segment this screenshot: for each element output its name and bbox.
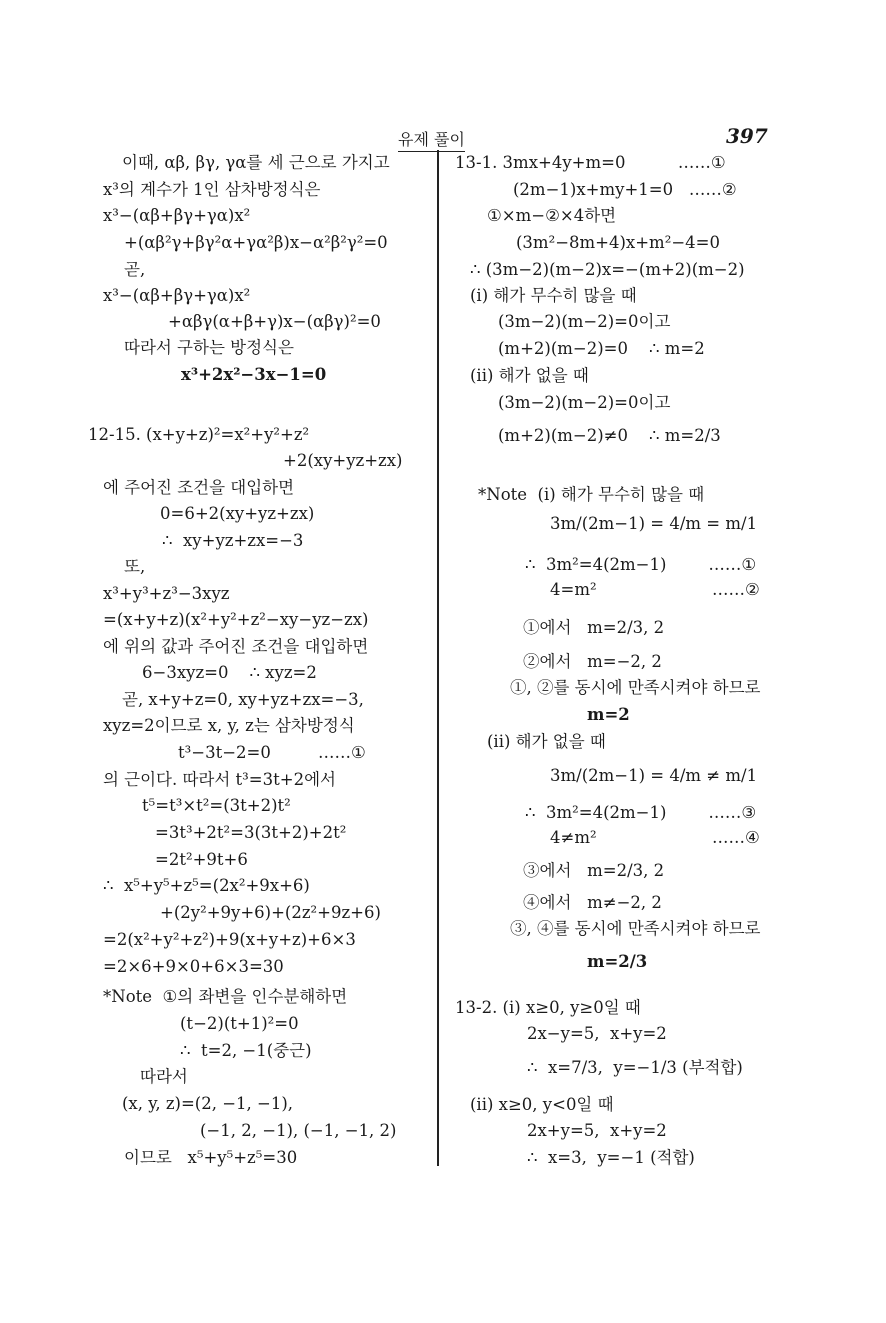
text-line: ∴ xy+yz+zx=−3: [162, 531, 304, 550]
text-line: (ii) x≥0, y<0일 때: [470, 1095, 614, 1114]
text-line: 이때, αβ, βγ, γα를 세 근으로 가지고: [122, 153, 390, 172]
text-line: m=2: [587, 705, 630, 724]
text-line: 6−3xyz=0 ∴ xyz=2: [142, 663, 317, 682]
text-line: (ii) 해가 없을 때: [487, 732, 606, 751]
text-line: ∴ (3m−2)(m−2)x=−(m+2)(m−2): [470, 260, 745, 279]
text-line: 따라서 구하는 방정식은: [124, 338, 294, 357]
text-line: 3m/(2m−1) = 4/m = m/1: [550, 514, 758, 533]
text-line: =2(x²+y²+z²)+9(x+y+z)+6×3: [103, 930, 356, 949]
text-line: ①, ②를 동시에 만족시켜야 하므로: [510, 678, 761, 697]
text-line: (−1, 2, −1), (−1, −1, 2): [200, 1121, 397, 1140]
text-line: ①×m−②×4하면: [487, 206, 617, 225]
text-line: =2t²+9t+6: [155, 850, 248, 869]
section-title: 유제 풀이: [398, 127, 465, 152]
text-line: ∴ x⁵+y⁵+z⁵=(2x²+9x+6): [103, 876, 310, 895]
text-line: (m+2)(m−2)=0 ∴ m=2: [498, 339, 705, 358]
text-line: 2x−y=5, x+y=2: [527, 1024, 667, 1043]
text-line: 4=m² ……②: [550, 580, 760, 599]
text-line: (m+2)(m−2)≠0 ∴ m=2/3: [498, 426, 721, 445]
text-line: (t−2)(t+1)²=0: [180, 1014, 299, 1033]
text-line: ②에서 m=−2, 2: [523, 652, 662, 671]
text-line: ∴ x=3, y=−1 (적합): [527, 1148, 695, 1167]
text-line: 에 위의 값과 주어진 조건을 대입하면: [103, 637, 369, 656]
text-line: t³−3t−2=0 ……①: [178, 743, 366, 762]
text-line: 곧,: [124, 260, 146, 279]
text-line: ④에서 m≠−2, 2: [523, 893, 662, 912]
text-line: 따라서: [140, 1067, 188, 1086]
text-line: (3m−2)(m−2)=0이고: [498, 312, 671, 331]
text-line: +αβγ(α+β+γ)x−(αβγ)²=0: [168, 312, 381, 331]
text-line: +(αβ²γ+βγ²α+γα²β)x−α²β²γ²=0: [124, 233, 388, 252]
text-line: 의 근이다. 따라서 t³=3t+2에서: [103, 770, 336, 789]
text-line: =(x+y+z)(x²+y²+z²−xy−yz−zx): [103, 610, 369, 629]
text-line: 에 주어진 조건을 대입하면: [103, 478, 295, 497]
text-line: xyz=2이므로 x, y, z는 삼차방정식: [103, 716, 355, 735]
text-line: ∴ t=2, −1(중근): [180, 1041, 312, 1060]
text-line: 2x+y=5, x+y=2: [527, 1121, 667, 1140]
text-line: =3t³+2t²=3(3t+2)+2t²: [155, 823, 347, 842]
text-line: *Note ①의 좌변을 인수분해하면: [103, 987, 348, 1006]
text-line: 0=6+2(xy+yz+zx): [160, 504, 315, 523]
text-line: x³+y³+z³−3xyz: [103, 584, 230, 603]
page-number: 397: [726, 124, 768, 148]
text-line: m=2/3: [587, 952, 648, 971]
text-line: (2m−1)x+my+1=0 ……②: [513, 180, 737, 199]
text-line: 12-15. (x+y+z)²=x²+y²+z²: [88, 425, 310, 444]
text-line: (3m²−8m+4)x+m²−4=0: [516, 233, 720, 252]
text-line: x³의 계수가 1인 삼차방정식은: [103, 180, 321, 199]
text-line: t⁵=t³×t²=(3t+2)t²: [142, 796, 291, 815]
text-line: x³−(αβ+βγ+γα)x²: [103, 286, 251, 305]
text-line: 3m/(2m−1) = 4/m ≠ m/1: [550, 766, 758, 785]
text-line: (ii) 해가 없을 때: [470, 366, 589, 385]
text-line: (x, y, z)=(2, −1, −1),: [122, 1094, 294, 1113]
text-line: +2(xy+yz+zx): [283, 451, 403, 470]
text-line: +(2y²+9y+6)+(2z²+9z+6): [160, 903, 381, 922]
text-line: *Note (i) 해가 무수히 많을 때: [478, 485, 705, 504]
text-line: x³−(αβ+βγ+γα)x²: [103, 206, 251, 225]
text-line: 13-1. 3mx+4y+m=0 ……①: [455, 153, 726, 172]
text-line: 이므로 x⁵+y⁵+z⁵=30: [124, 1148, 298, 1167]
text-line: (i) 해가 무수히 많을 때: [470, 286, 637, 305]
text-line: 곧, x+y+z=0, xy+yz+zx=−3,: [122, 690, 364, 709]
column-divider: [437, 150, 439, 1166]
text-line: ∴ x=7/3, y=−1/3 (부적합): [527, 1058, 743, 1077]
text-line: ③, ④를 동시에 만족시켜야 하므로: [510, 919, 761, 938]
text-line: x³+2x²−3x−1=0: [181, 365, 327, 384]
text-line: ∴ 3m²=4(2m−1) ……③: [525, 803, 757, 822]
text-line: 또,: [124, 557, 146, 576]
text-line: ∴ 3m²=4(2m−1) ……①: [525, 555, 757, 574]
text-line: =2×6+9×0+6×3=30: [103, 957, 284, 976]
text-line: 13-2. (i) x≥0, y≥0일 때: [455, 998, 641, 1017]
text-line: (3m−2)(m−2)=0이고: [498, 393, 671, 412]
text-line: 4≠m² ……④: [550, 828, 760, 847]
text-line: ①에서 m=2/3, 2: [523, 618, 665, 637]
text-line: ③에서 m=2/3, 2: [523, 861, 665, 880]
